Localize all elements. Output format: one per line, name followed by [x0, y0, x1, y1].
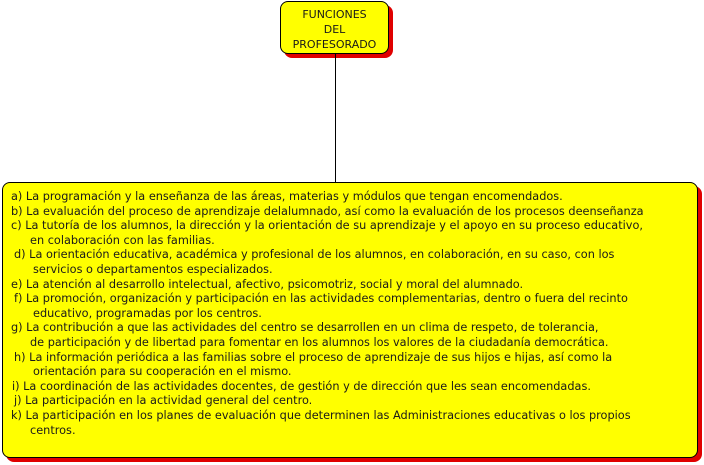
- function-item-continuation: de participación y de libertad para fomentar en los alumnos los valores de la ciudadanía democrática.: [30, 335, 609, 349]
- function-item-text: c) La tutoría de los alumnos, la dirección y la orientación de su aprendizaje y el apoyo en su proceso educativo,: [11, 219, 643, 233]
- function-item-text: k) La participación en los planes de evaluación que determinen las Administraciones educativas o los propios: [11, 408, 631, 422]
- function-item: [11, 205, 697, 220]
- function-item-text: g) La contribución a que las actividades del centro se desarrollen en un clima de respeto, de tolerancia,: [11, 321, 599, 335]
- title-line-2: DEL: [323, 23, 346, 36]
- function-item: [11, 292, 697, 321]
- function-item-continuation: centros.: [30, 423, 76, 437]
- title-line-3: PROFESORADO: [292, 38, 377, 51]
- function-item: [11, 321, 697, 350]
- function-item-continuation: en colaboración con las familias.: [30, 233, 215, 247]
- function-item: [11, 409, 697, 438]
- function-item-text: f) La promoción, organización y participación en las actividades complementarias, dentro o fuera del recinto: [14, 292, 628, 306]
- function-item: [11, 248, 697, 277]
- function-item-continuation: educativo, programadas por los centros.: [33, 306, 262, 320]
- function-item-text: d) La orientación educativa, académica y profesional de los alumnos, en colaboración, en su caso, con los: [14, 248, 615, 262]
- function-item: [11, 278, 697, 293]
- title-line-1: FUNCIONES: [302, 8, 367, 21]
- function-item-text: a) La programación y la enseñanza de las áreas, materias y módulos que tengan encomendados.: [11, 190, 563, 203]
- function-item-text: e) La atención al desarrollo intelectual, afectivo, psicomotriz, social y moral del alumnado.: [11, 277, 524, 291]
- function-item-text: h) La información periódica a las familias sobre el proceso de aprendizaje de sus hijos e hijas, así como la: [14, 350, 613, 364]
- function-item-continuation: orientación para su cooperación en el mismo.: [33, 365, 292, 379]
- function-item-continuation: servicios o departamentos especializados.: [33, 262, 273, 276]
- functions-list: [11, 190, 697, 438]
- function-item: [11, 219, 697, 248]
- function-item-text: i) La coordinación de las actividades docentes, de gestión y de dirección que les sean encomendadas.: [12, 379, 591, 393]
- function-item-text: b) La evaluación del proceso de aprendizaje delalumnado, así como la evaluación de los procesos deenseñanza: [11, 204, 644, 218]
- function-item: [11, 394, 697, 409]
- connector-line: [335, 54, 336, 183]
- function-item: [11, 380, 697, 395]
- function-item: [11, 190, 697, 205]
- title-node[interactable]: [280, 1, 389, 54]
- functions-node[interactable]: [2, 182, 698, 458]
- function-item: [11, 351, 697, 380]
- function-item-text: j) La participación en la actividad general del centro.: [14, 394, 313, 408]
